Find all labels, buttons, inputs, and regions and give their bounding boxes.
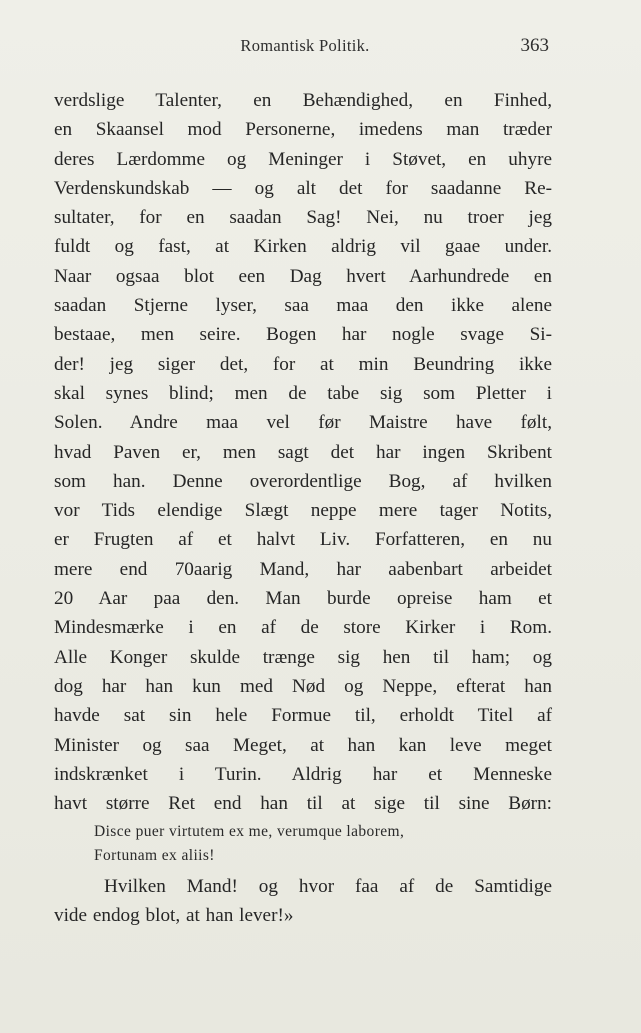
quote-line: Fortunam ex aliis! (94, 847, 215, 864)
text-line: Hvilken Mand! og hvor faa af de Samtidige (104, 876, 552, 897)
running-title: Romantisk Politik. (240, 36, 370, 55)
text-line: en Skaansel mod Personerne, imedens man træder (54, 119, 552, 141)
text-line: skal synes blind; men de tabe sig som Pletter i (54, 382, 552, 404)
closing-paragraph (54, 872, 552, 931)
text-line: verdslige Talenter, en Behændighed, en Finhed, (54, 90, 552, 111)
text-line: saadan Stjerne lyser, saa maa den ikke alene (54, 295, 552, 317)
main-paragraph (54, 86, 552, 818)
text-line: deres Lærdomme og Meninger i Støvet, en uhyre (54, 148, 552, 170)
text-line: fuldt og fast, at Kirken aldrig vil gaae under. (54, 236, 552, 258)
text-line: Minister og saa Meget, at han kan leve meget (54, 734, 552, 756)
text-line: Verdenskundskab — og alt det for saadanne Re- (54, 177, 552, 199)
text-line: indskrænket i Turin. Aldrig har et Menneske (54, 763, 552, 785)
text-line: sultater, for en saadan Sag! Nei, nu troer jeg (54, 207, 552, 229)
text-line: Alle Konger skulde trænge sig hen til ham; og (54, 646, 552, 668)
text-line: havt større Ret end han til at sige til sine Børn: (54, 793, 552, 815)
running-head (0, 36, 641, 60)
text-line: Solen. Andre maa vel før Maistre have følt, (54, 412, 552, 434)
text-line: dog har han kun med Nød og Neppe, efterat han (54, 675, 552, 697)
text-line: bestaae, men seire. Bogen har nogle svage Si- (54, 324, 552, 346)
text-line: mere end 70aarig Mand, har aabenbart arbeidet (54, 558, 552, 580)
text-line: vor Tids elendige Slægt neppe mere tager Notits, (54, 500, 552, 522)
text-line: Naar ogsaa blot een Dag hvert Aarhundrede en (54, 265, 552, 287)
text-line: hvad Paven er, men sagt det har ingen Skribent (54, 441, 552, 463)
text-line: er Frugten af et halvt Liv. Forfatteren, en nu (54, 529, 552, 551)
page-number: 363 (520, 35, 549, 56)
text-line: der! jeg siger det, for at min Beundring ikke (54, 353, 552, 375)
text-line: havde sat sin hele Formue til, erholdt Titel af (54, 705, 552, 727)
text-line: 20 Aar paa den. Man burde opreise ham et (54, 588, 552, 610)
text-line: vide endog blot, at han lever!» (54, 905, 294, 927)
latin-quotation (94, 820, 514, 868)
text-line: Mindesmærke i en af de store Kirker i Rom. (54, 617, 552, 639)
text-line: som han. Denne overordentlige Bog, af hvilken (54, 470, 552, 492)
quote-line: Disce puer virtutem ex me, verumque laborem, (94, 823, 405, 840)
